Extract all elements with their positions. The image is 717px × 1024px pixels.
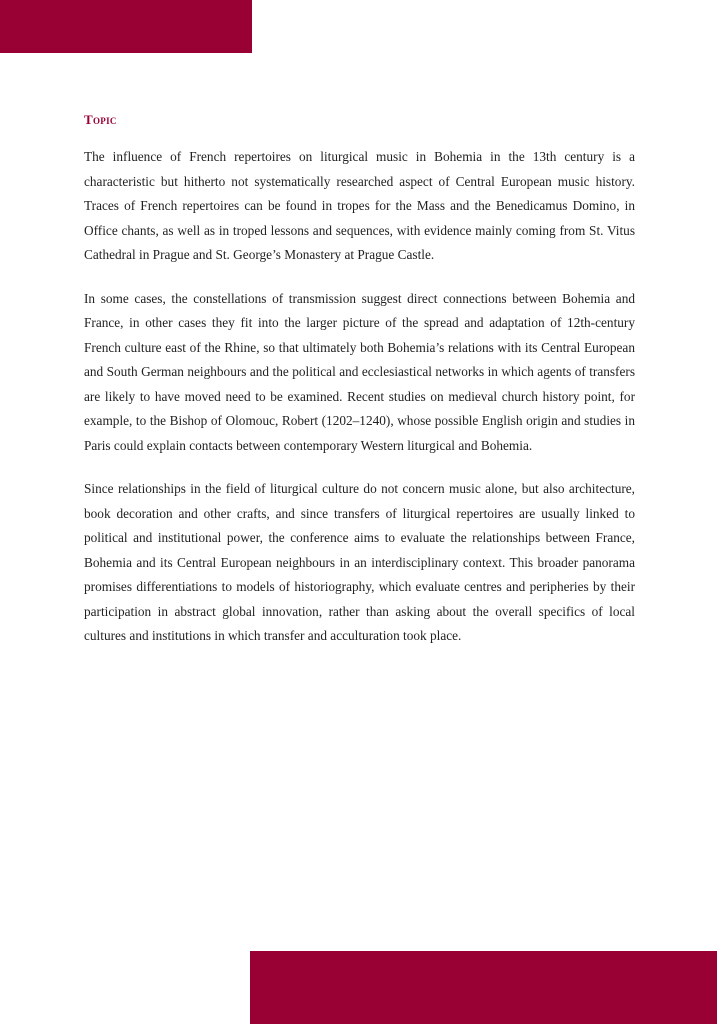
bottom-accent-bar	[250, 951, 717, 1024]
top-accent-bar	[0, 0, 252, 53]
paragraph-2: In some cases, the constellations of transmission suggest direct connections between Bohemia and France, in other cases they fit into the larger picture of the spread and adaptation of 12th-century French culture east of the Rhine, so that ultimately both Bohemia’s relations with its Central European and South German neighbours and the political and ecclesiastical networks in which agents of transfers are likely to have moved need to be examined. Recent studies on medieval church history point, for example, to the Bishop of Olomouc, Robert (1202–1240), whose possible English origin and studies in Paris could explain contacts between contemporary Western liturgical and Bohemia.	[84, 290, 635, 453]
section-body	[84, 145, 635, 668]
paragraph-3: Since relationships in the field of liturgical culture do not concern music alone, but also architecture, book decoration and other crafts, and since transfers of liturgical repertoires are usually linked to political and institutional power, the conference aims to evaluate the relationships between France, Bohemia and its Central European neighbours in an interdisciplinary context. This broader panorama promises differentiations to models of historiography, which evaluate centres and peripheries by their participation in abstract global innovation, rather than asking about the overall specifics of local cultures and institutions in which transfer and acculturation took place.	[84, 481, 635, 643]
section-heading: Topic	[84, 112, 117, 127]
paragraph-1: The influence of French repertoires on liturgical music in Bohemia in the 13th century is a characteristic but hitherto not systematically researched aspect of Central European music history. Traces of French repertoires can be found in tropes for the Mass and the Benedicamus Domino, in Office chants, as well as in troped lessons and sequences, with evidence mainly coming from St. Vitus Cathedral in Prague and St. George’s Monastery at Prague Castle.	[84, 149, 635, 262]
